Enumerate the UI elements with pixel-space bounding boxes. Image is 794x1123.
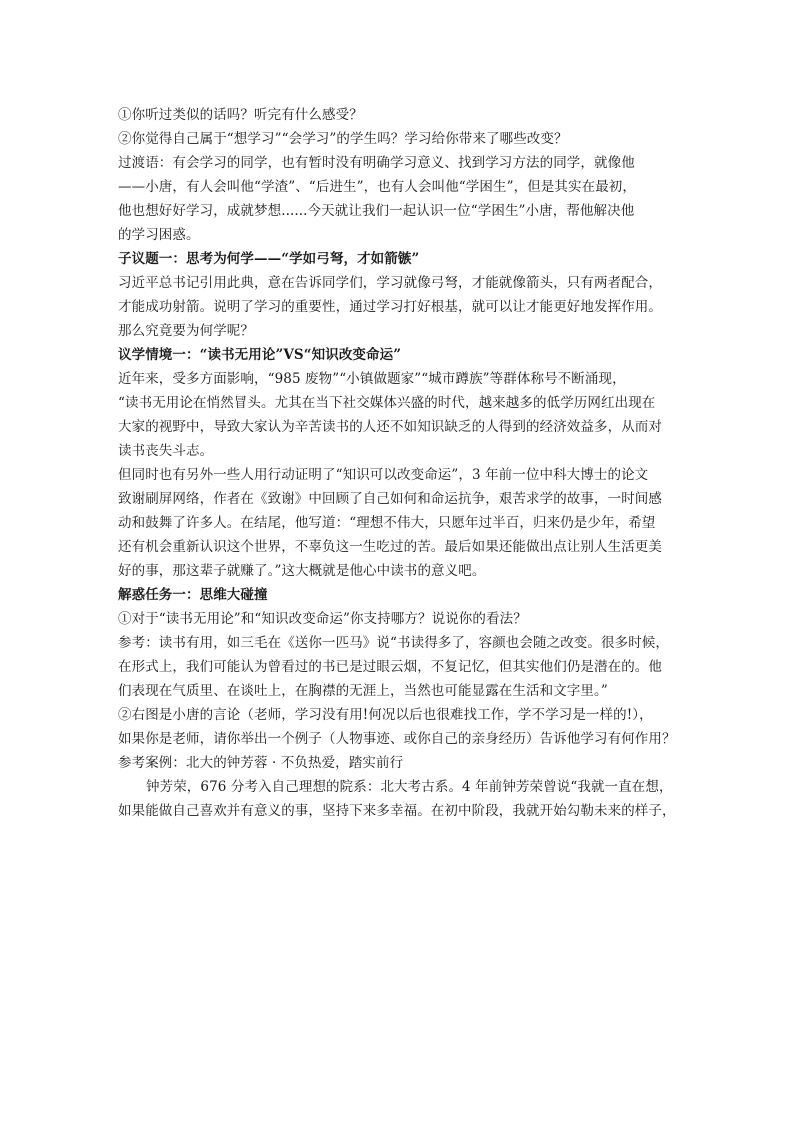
paragraph-line: 好的事，那这辈子就赚了。”这大概就是他心中读书的意义吧。 xyxy=(118,563,486,579)
paragraph-line: 参考案例：北大的钟芳蓉 · 不负热爱，踏实前行 xyxy=(118,755,404,771)
paragraph-line: 如果能做自己喜欢并有意义的事，坚持下来多幸福。在初中阶段，我就开始勾勒未来的样子， xyxy=(118,803,676,819)
question-line: 如果你是老师，请你举出一个例子（人物事迹、或你自己的亲身经历）告诉他学习有何作用？ xyxy=(118,731,676,747)
paragraph-line: 的学习困惑。 xyxy=(118,227,200,243)
paragraph-line: 还有机会重新认识这个世界，不辜负这一生吃过的苦。最后如果还能做出点让别人生活更美 xyxy=(118,539,662,555)
paragraph-line: 动和鼓舞了许多人。在结尾，他写道：“理想不伟大，只愿年过半百，归来仍是少年，希望 xyxy=(118,515,656,531)
section-heading: 议学情境一：“读书无用论”VS“知识改变命运” xyxy=(118,347,402,363)
paragraph-line: 读书丧失斗志。 xyxy=(118,443,214,459)
question-line: ②右图是小唐的言论（老师，学习没有用!何况以后也很难找工作，学不学习是一样的!）， xyxy=(118,707,653,723)
paragraph-line: 但同时也有另外一些人用行动证明了“知识可以改变命运”，3 年前一位中科大博士的论文 xyxy=(118,467,649,483)
paragraph-line: 参考：读书有用，如三毛在《送你一匹马》说“书读得多了，容颜也会随之改变。很多时候， xyxy=(118,635,669,651)
question-line: ①你听过类似的话吗？听完有什么感受？ xyxy=(118,107,363,123)
paragraph-line: 钟芳荣，676 分考入自己理想的院系：北大考古系。4 年前钟芳荣曾说“我就一直在想， xyxy=(146,779,673,795)
document-body xyxy=(118,103,680,823)
paragraph-line: 习近平总书记引用此典，意在告诉同学们，学习就像弓弩，才能就像箭头，只有两者配合， xyxy=(118,275,662,291)
paragraph-line: 那么究竟要为何学呢？ xyxy=(118,323,254,339)
paragraph-line: 近年来，受多方面影响，“985 废物”“小镇做题家”“城市蹲族”等群体称号不断涌现， xyxy=(118,371,626,387)
paragraph-line: 大家的视野中，导致大家认为辛苦读书的人还不如知识缺乏的人得到的经济效益多，从而对 xyxy=(118,419,662,435)
paragraph-line: 他也想好好学习，成就梦想......今天就让我们一起认识一位“学困生”小唐，帮他解决他 xyxy=(118,203,635,219)
paragraph-line: 们表现在气质里、在谈吐上，在胸襟的无涯上，当然也可能显露在生活和文字里。” xyxy=(118,683,608,699)
paragraph-line: 致谢刷屏网络，作者在《致谢》中回顾了自己如何和命运抗争，艰苦求学的故事，一时间感 xyxy=(118,491,662,507)
paragraph-line: 才能成功射箭。说明了学习的重要性，通过学习打好根基，就可以让才能更好地发挥作用。 xyxy=(118,299,662,315)
paragraph-line: 过渡语：有会学习的同学，也有暂时没有明确学习意义、找到学习方法的同学，就像他 xyxy=(118,155,635,171)
paragraph-line: ——小唐，有人会叫他“学渣”、“后进生”，也有人会叫他“学困生”，但是其实在最初， xyxy=(118,179,637,195)
paragraph-line: 在形式上，我们可能认为曾看过的书已是过眼云烟，不复记忆，但其实他们仍是潜在的。他 xyxy=(118,659,662,675)
section-heading: 子议题一：思考为何学——“学如弓弩，才如箭镞” xyxy=(118,251,420,267)
question-line: ②你觉得自己属于“想学习”“会学习”的学生吗？学习给你带来了哪些改变？ xyxy=(118,131,568,147)
paragraph-line: “读书无用论在悄然冒头。尤其在当下社交媒体兴盛的时代，越来越多的低学历网红出现在 xyxy=(118,395,656,411)
section-heading: 解惑任务一：思维大碰撞 xyxy=(118,587,268,603)
question-line: ①对于“读书无用论”和“知识改变命运”你支持哪方？说说你的看法？ xyxy=(118,611,527,627)
